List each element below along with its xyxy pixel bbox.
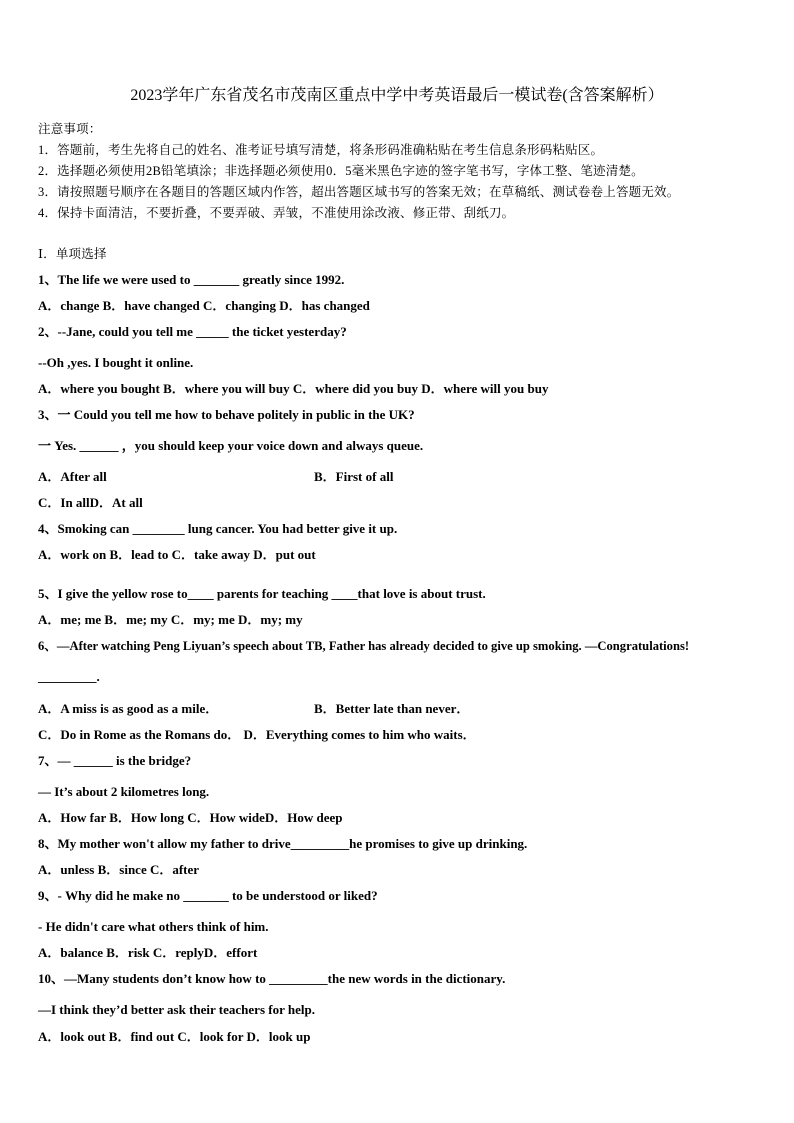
question-3-options-cd: C．In allD．At all: [38, 495, 143, 510]
question-3-stem: 3、一 Could you tell me how to behave politely in public in the UK?: [38, 407, 415, 422]
question-4-options: A．work on B．lead to C．take away D．put out: [38, 547, 316, 562]
question-6-option-b: B．Better late than never．: [314, 701, 470, 716]
question-1-options: A．change B．have changed C．changing D．has changed: [38, 298, 370, 313]
question-10-options: A．look out B．find out C．look for D．look up: [38, 1029, 311, 1044]
question-10-dialog: —I think they’d better ask their teachers for help.: [38, 1002, 315, 1017]
question-9-dialog: - He didn't care what others think of him.: [38, 919, 269, 934]
question-9-stem: 9、- Why did he make no _______ to be understood or liked?: [38, 888, 378, 903]
question-8-stem: 8、My mother won't allow my father to drive_________he promises to give up drinking.: [38, 836, 528, 851]
question-10-stem: 10、—Many students don’t know how to _________the new words in the dictionary.: [38, 971, 506, 986]
question-6-blank: _________.: [38, 669, 100, 684]
question-2-dialog: --Oh ,yes. I bought it online.: [38, 355, 194, 370]
question-2-options: A．where you bought B．where you will buy C．where did you buy D．where will you buy: [38, 381, 549, 396]
question-5-options: A．me; me B．me; my C．my; me D．my; my: [38, 612, 303, 627]
question-7-stem: 7、— ______ is the bridge?: [38, 753, 192, 768]
question-3-dialog: 一 Yes. ______ ，you should keep your voice down and always queue.: [38, 438, 424, 453]
note-item-2: 2．选择题必须使用2B铅笔填涂；非选择题必须使用0．5毫米黑色字迹的签字笔书写，字体工整、笔迹清楚。: [38, 164, 644, 178]
question-7-options: A．How far B．How long C．How wideD．How deep: [38, 810, 343, 825]
question-3-option-b: B．First of all: [314, 469, 394, 484]
notes-heading: 注意事项：: [38, 122, 102, 136]
question-6-option-a: A．A miss is as good as a mile．: [38, 701, 219, 716]
note-item-3: 3．请按照题号顺序在各题目的答题区域内作答，超出答题区域书写的答案无效；在草稿纸、测试卷卷上答题无效。: [38, 185, 680, 199]
note-item-1: 1．答题前，考生先将自己的姓名、准考证号填写清楚，将条形码准确粘贴在考生信息条形码粘贴区。: [38, 143, 604, 157]
question-1-stem: 1、The life we were used to _______ greatly since 1992.: [38, 272, 345, 287]
question-6-options-cd: C．Do in Rome as the Romans do． D．Everything comes to him who waits．: [38, 727, 476, 742]
question-7-dialog: — It’s about 2 kilometres long.: [38, 784, 210, 799]
question-3-option-a: A．After all: [38, 469, 107, 484]
question-8-options: A．unless B．since C．after: [38, 862, 200, 877]
question-6-stem: 6、—After watching Peng Liyuan’s speech about TB, Father has already decided to give up smoking. —Congratulations!: [38, 639, 690, 653]
note-item-4: 4．保持卡面清洁，不要折叠，不要弄破、弄皱，不准使用涂改液、修正带、刮纸刀。: [38, 206, 515, 220]
section-heading: Ⅰ．单项选择: [38, 247, 107, 261]
question-2-stem: 2、--Jane, could you tell me _____ the ticket yesterday?: [38, 324, 347, 339]
question-5-stem: 5、I give the yellow rose to____ parents for teaching ____that love is about trust.: [38, 586, 486, 601]
question-9-options: A．balance B．risk C．replyD．effort: [38, 945, 258, 960]
page-title: 2023学年广东省茂名市茂南区重点中学中考英语最后一模试卷(含答案解析）: [130, 87, 664, 104]
question-4-stem: 4、Smoking can ________ lung cancer. You had better give it up.: [38, 521, 398, 536]
